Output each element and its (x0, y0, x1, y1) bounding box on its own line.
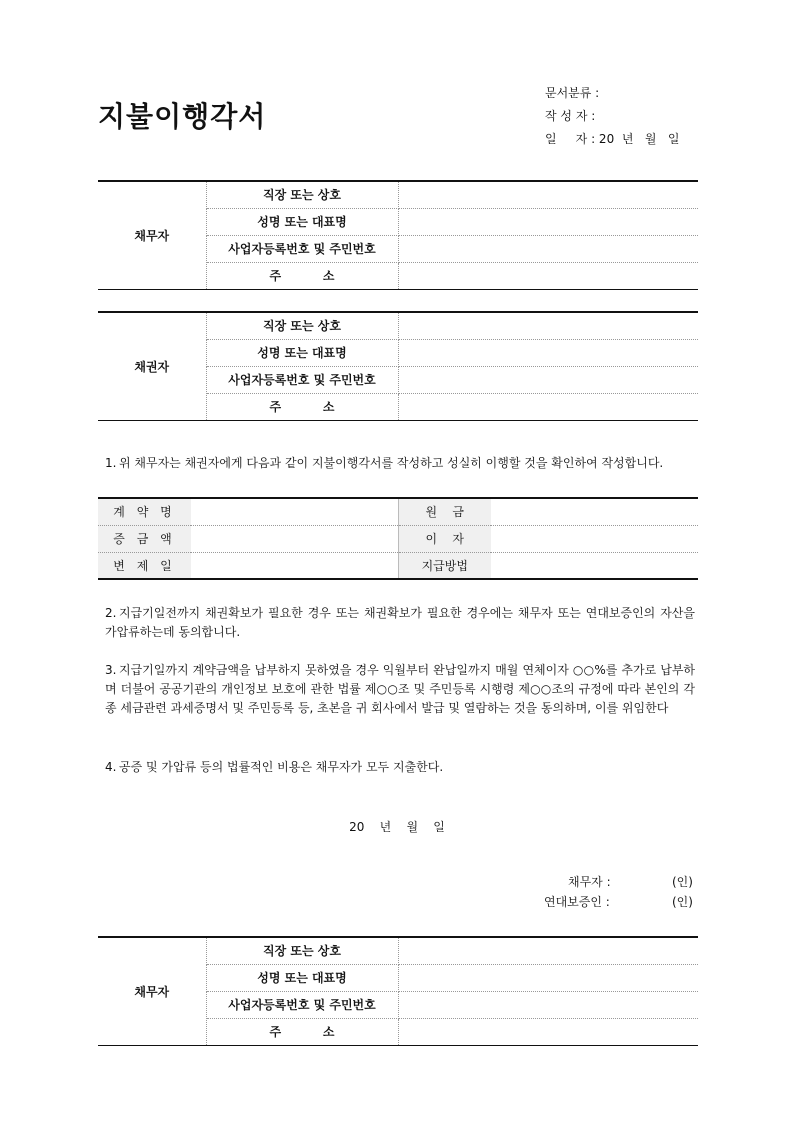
debtor-name-value[interactable] (398, 208, 698, 235)
table-row (98, 525, 698, 552)
creditor-row-label: 채권자 (98, 312, 206, 420)
field-label-name: 성명 또는 대표명 (206, 208, 398, 235)
principal-label: 원 금 (398, 498, 491, 525)
debtor-table (98, 180, 698, 290)
clause-text: 지급기일까지 계약금액을 납부하지 못하였을 경우 익월부터 완납일까지 매월 연체이자 ○○%를 추가로 납부하며 더불어 공공기관의 개인정보 보호에 관한 법률 제○○조 및 주민등록 시행령 제○○조의 규정에 따라 본인의 각종 세금관련 과세증명서 및 주민등록 등, 초본을 귀 회사에서 발급 및 열람하는 것을 동의하며, 이를 위임한다 (105, 663, 695, 715)
creditor-company-value[interactable] (398, 312, 698, 339)
field-label-regno: 사업자등록번호 및 주민번호 (206, 991, 398, 1018)
guarantor-seal: (인) (672, 895, 693, 909)
debtor-regno-value[interactable] (398, 235, 698, 262)
clause-3 (105, 661, 695, 718)
meta-author: 작 성 자 : (545, 109, 596, 123)
contract-name-label: 계 약 명 (98, 498, 191, 525)
clause-text: 공증 및 가압류 등의 법률적인 비용은 채무자가 모두 지출한다. (119, 760, 444, 774)
contract-table (98, 497, 698, 580)
bottom-name-value[interactable] (398, 964, 698, 991)
payment-method-value[interactable] (491, 552, 698, 579)
meta-date: 일 자 : 20 년 월 일 (545, 132, 680, 146)
interest-value[interactable] (491, 525, 698, 552)
clause-1 (105, 454, 695, 473)
field-label-company: 직장 또는 상호 (206, 312, 398, 339)
field-label-name: 성명 또는 대표명 (206, 339, 398, 366)
principal-value[interactable] (491, 498, 698, 525)
repayment-date-label: 변 제 일 (98, 552, 191, 579)
table-row (98, 498, 698, 525)
signing-date: 20 년 월 일 (349, 820, 445, 834)
field-label-company: 직장 또는 상호 (206, 181, 398, 208)
amount-label: 증 금 액 (98, 525, 191, 552)
bottom-address-value[interactable] (398, 1018, 698, 1045)
repayment-date-value[interactable] (191, 552, 398, 579)
field-label-regno: 사업자등록번호 및 주민번호 (206, 235, 398, 262)
bottom-debtor-row-label: 채무자 (98, 937, 206, 1045)
field-label-address: 주 소 (206, 1018, 398, 1045)
guarantor-sign-label: 연대보증인 : (544, 895, 610, 909)
clause-number: 4. (105, 760, 117, 774)
bottom-debtor-table (98, 936, 698, 1046)
field-label-regno: 사업자등록번호 및 주민번호 (206, 366, 398, 393)
bottom-regno-value[interactable] (398, 991, 698, 1018)
debtor-sign-label: 채무자 : (568, 875, 611, 889)
field-label-company: 직장 또는 상호 (206, 937, 398, 964)
clause-4 (105, 758, 695, 777)
debtor-address-value[interactable] (398, 262, 698, 289)
field-label-address: 주 소 (206, 262, 398, 289)
debtor-seal: (인) (672, 875, 693, 889)
amount-value[interactable] (191, 525, 398, 552)
meta-category: 문서분류 : (545, 86, 600, 100)
clause-2 (105, 604, 695, 642)
clause-text: 지급기일전까지 채권확보가 필요한 경우 또는 채권확보가 필요한 경우에는 채무자 또는 연대보증인의 자산을 가압류하는데 동의합니다. (105, 606, 695, 639)
field-label-address: 주 소 (206, 393, 398, 420)
bottom-company-value[interactable] (398, 937, 698, 964)
clause-number: 2. (105, 606, 117, 620)
creditor-address-value[interactable] (398, 393, 698, 420)
field-label-name: 성명 또는 대표명 (206, 964, 398, 991)
creditor-regno-value[interactable] (398, 366, 698, 393)
table-row (98, 552, 698, 579)
clause-number: 3. (105, 663, 117, 677)
payment-method-label: 지급방법 (398, 552, 491, 579)
clause-text: 위 채무자는 채권자에게 다음과 같이 지불이행각서를 작성하고 성실히 이행할 것을 확인하여 작성합니다. (119, 456, 664, 470)
debtor-company-value[interactable] (398, 181, 698, 208)
clause-number: 1. (105, 456, 117, 470)
debtor-row-label: 채무자 (98, 181, 206, 289)
document-title: 지불이행각서 (98, 100, 267, 133)
creditor-table (98, 311, 698, 421)
interest-label: 이 자 (398, 525, 491, 552)
contract-name-value[interactable] (191, 498, 398, 525)
document-meta (545, 82, 680, 151)
creditor-name-value[interactable] (398, 339, 698, 366)
